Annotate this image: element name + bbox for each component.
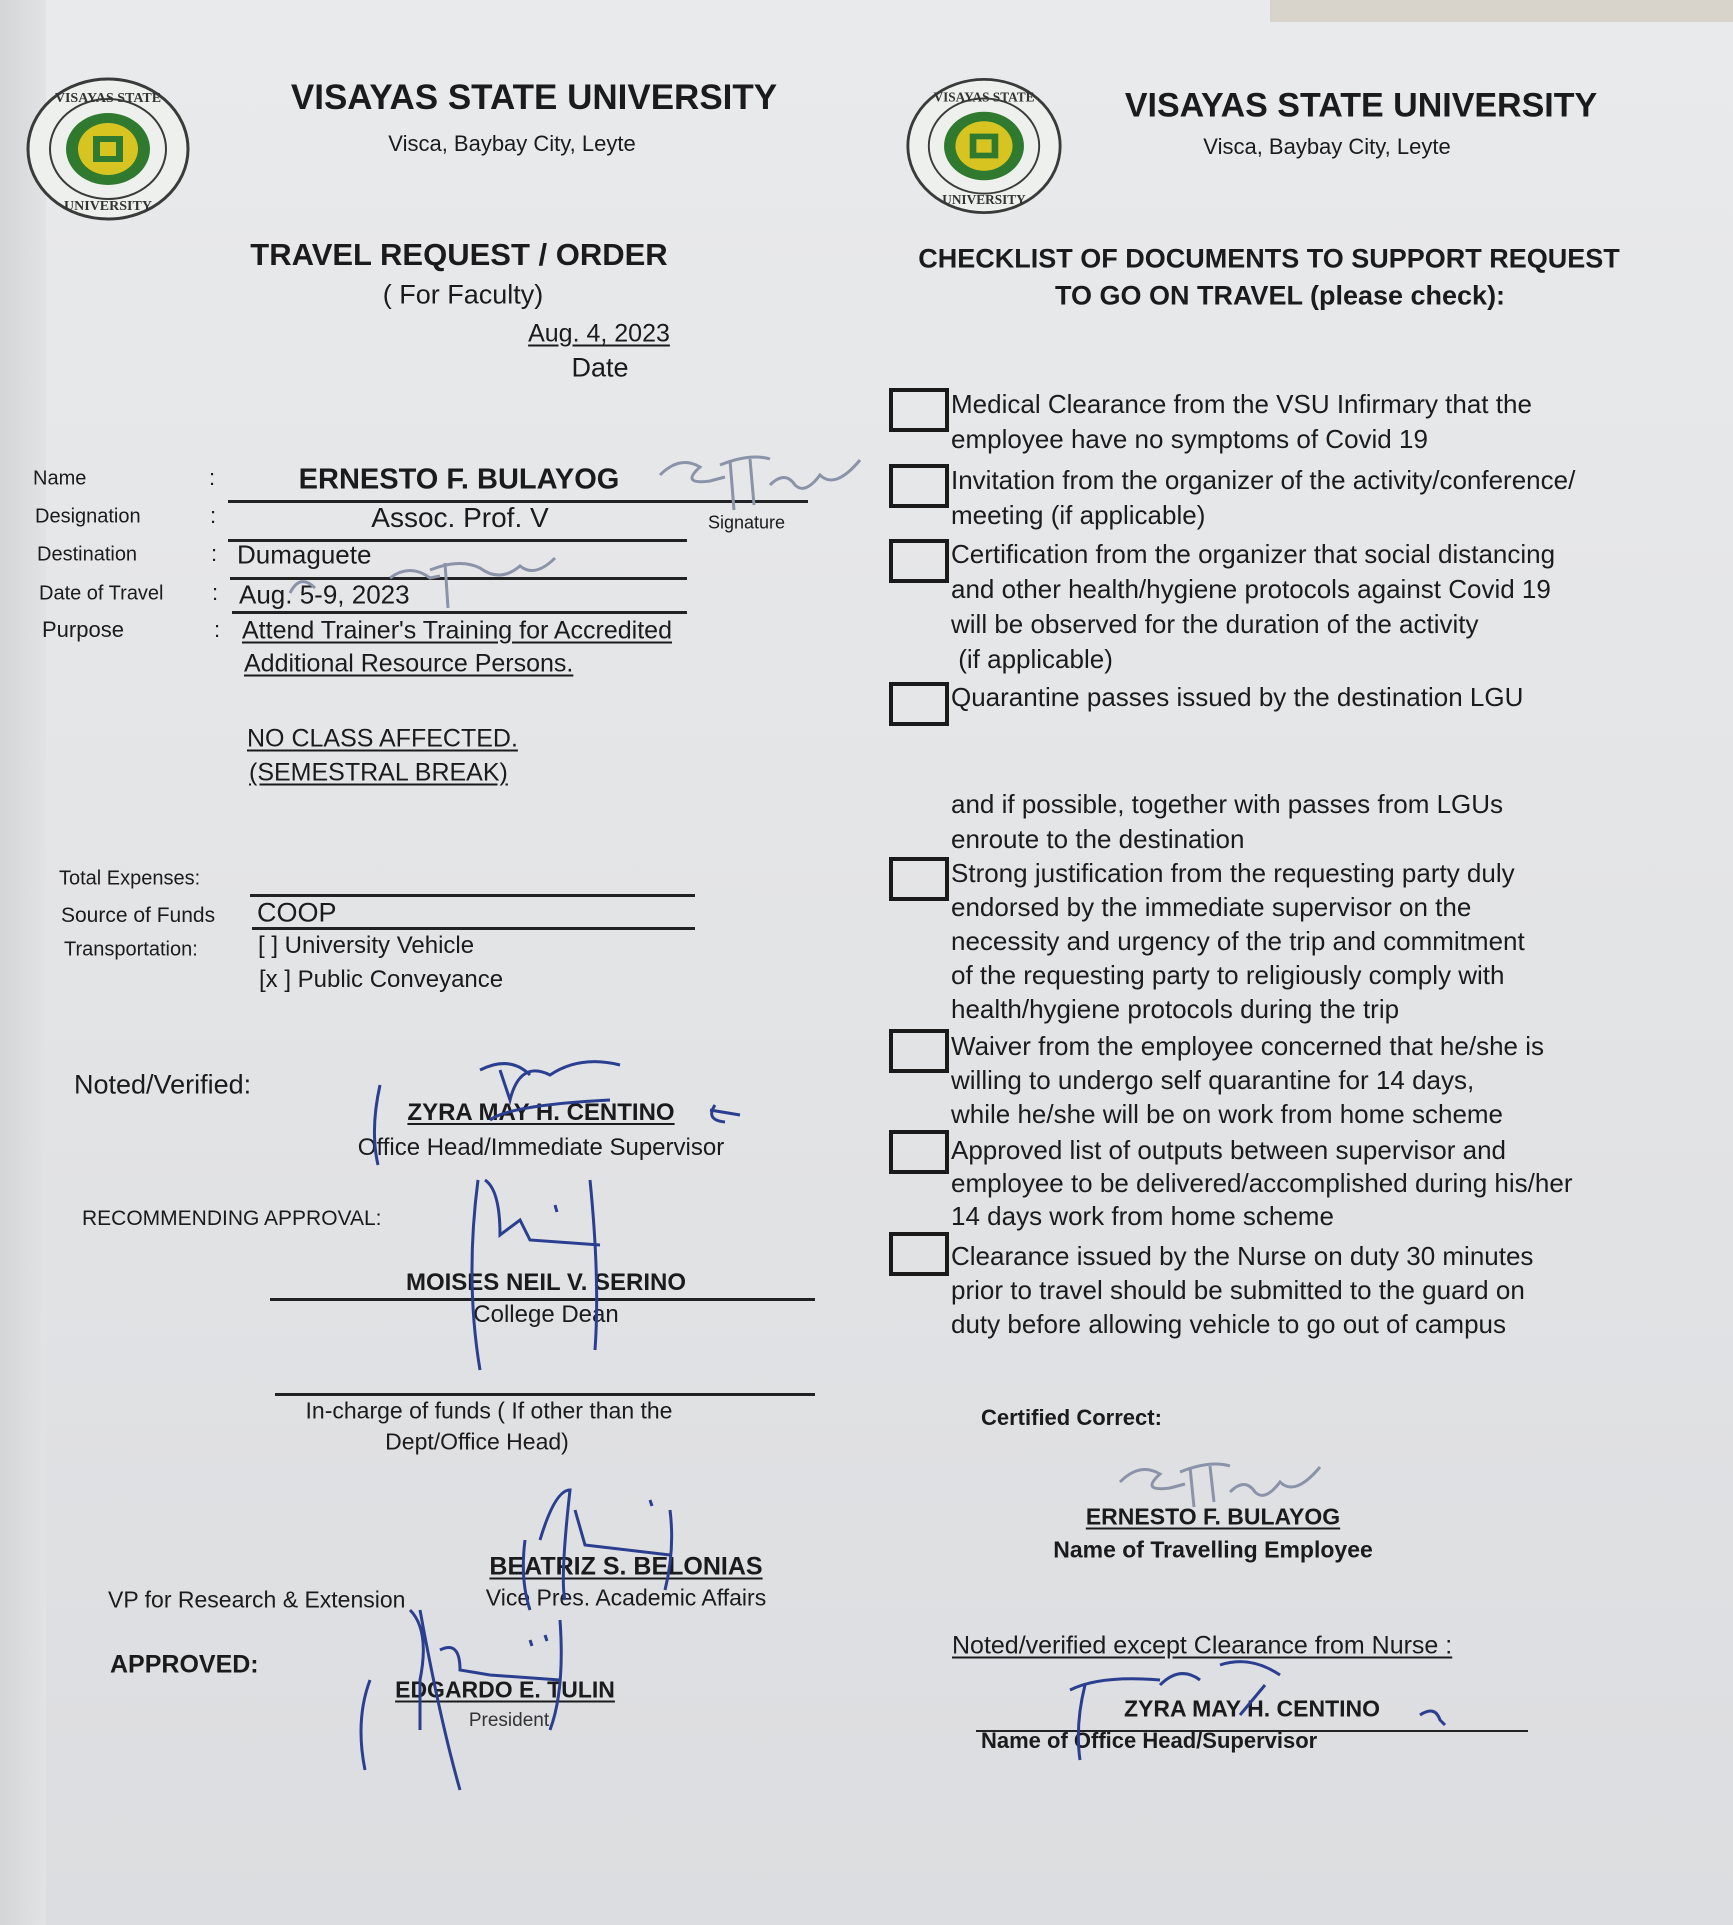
purpose-value-line1: Attend Trainer's Training for Accredited [242, 616, 672, 645]
approved-label: APPROVED: [110, 1650, 259, 1679]
colon: : [211, 541, 218, 566]
date-label: Date [571, 352, 629, 383]
checklist-title-line1: CHECKLIST OF DOCUMENTS TO SUPPORT REQUEST [918, 243, 1620, 274]
paper-strip [1270, 0, 1733, 22]
checkbox-approved-outputs[interactable] [889, 1130, 949, 1174]
form-subtitle: ( For Faculty) [382, 279, 544, 310]
employee-caption: Name of Travelling Employee [1053, 1536, 1373, 1563]
dean-name: MOISES NEIL V. SERINO [405, 1269, 687, 1296]
colon: : [212, 580, 219, 605]
supervisor-caption: Name of Office Head/Supervisor [981, 1728, 1318, 1753]
university-name: VISAYAS STATE UNIVERSITY [290, 78, 778, 117]
destination-label: Destination [37, 543, 138, 566]
svg-text:VISAYAS STATE: VISAYAS STATE [933, 89, 1035, 105]
signature-pencil-name [650, 445, 870, 515]
checklist-item-medical-clearance: Medical Clearance from the VSU Infirmary that the employee have no symptoms of Covid 19 [951, 389, 1532, 454]
checklist-item-quarantine-passes: Quarantine passes issued by the destination LGU [951, 682, 1524, 712]
employee-name: ERNESTO F. BULAYOG [1085, 1503, 1341, 1530]
designation-label: Designation [35, 505, 141, 528]
transportation-label: Transportation: [64, 938, 198, 961]
transport-option-public-conveyance: [x ] Public Conveyance [259, 966, 504, 993]
colon: : [209, 465, 216, 490]
noted-verified-label: Noted/Verified: [74, 1069, 252, 1100]
dean-title: College Dean [473, 1301, 619, 1328]
supervisor-name: ZYRA MAY H. CENTINO [1123, 1695, 1381, 1722]
no-class-note: NO CLASS AFFECTED. [247, 724, 518, 753]
transport-option-university-vehicle: [ ] University Vehicle [258, 932, 475, 959]
form-title: TRAVEL REQUEST / ORDER [250, 237, 668, 272]
purpose-value-line2: Additional Resource Persons. [244, 649, 574, 678]
date-value: Aug. 4, 2023 [528, 319, 670, 348]
vp-research-label: VP for Research & Extension [108, 1586, 406, 1613]
checklist-item-quarantine-passes-continued: and if possible, together with passes from LGUs enroute to the destination [951, 789, 1504, 854]
date-of-travel-value: Aug. 5-9, 2023 [239, 579, 410, 610]
underlying-sheet-edge [0, 0, 46, 1925]
checklist-item-approved-outputs: Approved list of outputs between supervisor and employee to be delivered/accomplished during his/her 14 days work from home scheme [951, 1135, 1573, 1231]
checklist-title-line2: TO GO ON TRAVEL (please check): [1054, 280, 1506, 311]
destination-value: Dumaguete [237, 539, 372, 570]
president-name: EDGARDO E. TULIN [395, 1676, 615, 1703]
vp-name: BEATRIZ S. BELONIAS [489, 1552, 763, 1581]
checklist-item-nurse-clearance: Clearance issued by the Nurse on duty 30 minutes prior to travel should be submitted to the guard on duty before allowing vehicle to go out of campus [951, 1241, 1534, 1339]
noted-except-label: Noted/verified except Clearance from Nurse : [952, 1631, 1453, 1660]
university-seal-icon [25, 76, 191, 222]
svg-text:UNIVERSITY: UNIVERSITY [64, 199, 152, 214]
purpose-label: Purpose [42, 617, 124, 642]
colon: : [214, 617, 221, 642]
checklist-item-invitation: Invitation from the organizer of the activity/conference/ meeting (if applicable) [951, 465, 1576, 530]
checkbox-quarantine-passes[interactable] [889, 682, 949, 726]
total-expenses-label: Total Expenses: [59, 867, 201, 890]
university-name: VISAYAS STATE UNIVERSITY [1124, 86, 1598, 125]
checkbox-justification[interactable] [889, 857, 949, 901]
funds-incharge-line2: Dept/Office Head) [385, 1428, 569, 1455]
president-title: President [468, 1710, 550, 1731]
signature-label: Signature [708, 512, 786, 533]
checkbox-invitation[interactable] [889, 464, 949, 508]
source-of-funds-value: COOP [257, 897, 337, 928]
checklist-item-certification: Certification from the organizer that social distancing and other health/hygiene protocols against Covid 19 will be observed for the duration of the activity (if applicable) [951, 539, 1556, 674]
university-address: Visca, Baybay City, Leyte [1203, 134, 1451, 159]
checkbox-medical-clearance[interactable] [889, 388, 949, 432]
semestral-break-note: (SEMESTRAL BREAK) [249, 758, 508, 787]
checkbox-certification[interactable] [889, 539, 949, 583]
checkbox-waiver[interactable] [889, 1029, 949, 1073]
designation-value: Assoc. Prof. V [371, 502, 549, 533]
colon: : [210, 503, 217, 528]
recommending-approval-label: RECOMMENDING APPROVAL: [82, 1207, 382, 1230]
name-label: Name [33, 467, 87, 490]
funds-incharge-line1: In-charge of funds ( If other than the [305, 1397, 673, 1424]
svg-text:VISAYAS STATE: VISAYAS STATE [54, 91, 162, 106]
source-of-funds-label: Source of Funds [61, 904, 216, 927]
checkbox-nurse-clearance[interactable] [889, 1232, 949, 1276]
university-address: Visca, Baybay City, Leyte [388, 131, 636, 156]
date-of-travel-label: Date of Travel [39, 582, 164, 605]
svg-text:UNIVERSITY: UNIVERSITY [942, 192, 1026, 208]
checklist-item-justification: Strong justification from the requesting party duly endorsed by the immediate supervisor on the necessity and urgency of the trip and commitment of the requesting party to religiously comply with health/hygiene protocols during the trip [951, 858, 1525, 1024]
supervisor-name: ZYRA MAY H. CENTINO [407, 1099, 675, 1126]
supervisor-title: Office Head/Immediate Supervisor [357, 1134, 725, 1161]
vp-title: Vice Pres. Academic Affairs [485, 1584, 767, 1611]
name-value: ERNESTO F. BULAYOG [298, 463, 620, 496]
certified-correct-label: Certified Correct: [981, 1405, 1162, 1430]
university-seal-icon [905, 76, 1063, 216]
checklist-item-waiver: Waiver from the employee concerned that he/she is willing to undergo self quarantine for 14 days, while he/she will be on work from home scheme [951, 1031, 1544, 1129]
